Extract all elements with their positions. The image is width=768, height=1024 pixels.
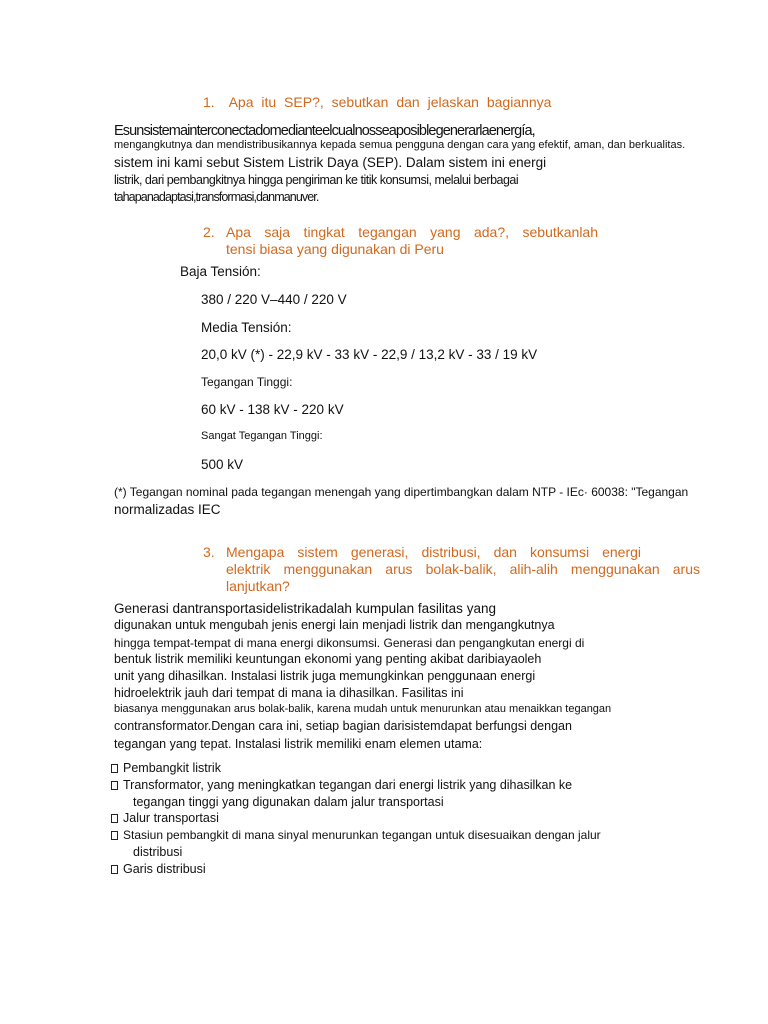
list-item-text: Stasiun pembangkit di mana sinyal menurunkan tegangan untuk disesuaikan dengan jalur bbox=[123, 828, 601, 842]
list-item bbox=[111, 862, 206, 876]
extra-high-voltage-label: Sangat Tegangan Tinggi: bbox=[201, 430, 323, 442]
question-3 bbox=[203, 544, 215, 562]
high-voltage-value: 60 kV - 138 kV - 220 kV bbox=[201, 402, 344, 417]
extra-high-voltage-value: 500 kV bbox=[201, 457, 244, 472]
list-item-text: Transformator, yang meningkatkan tegangan dari energi listrik yang dihasilkan ke bbox=[123, 778, 573, 792]
answer-1-line-4: listrik, dari pembangkitnya hingga pengiriman ke titik konsumsi, melalui berbagai bbox=[114, 173, 519, 187]
answer-3-line-8: contransformator.Dengan cara ini, setiap bagian darisistemdapat berfungsi dengan bbox=[114, 719, 572, 733]
high-voltage-label: Tegangan Tinggi: bbox=[201, 375, 293, 389]
medium-voltage-label: Media Tensión: bbox=[201, 320, 292, 335]
list-item bbox=[111, 828, 601, 842]
voltage-note-line-2: normalizadas IEC bbox=[114, 502, 221, 517]
question-2 bbox=[203, 224, 215, 242]
question-1-number: 1. bbox=[203, 94, 215, 110]
answer-3-line-4: bentuk listrik memiliki keuntungan ekonomi yang penting akibat daribiayaoleh bbox=[114, 652, 542, 666]
list-item-text: Jalur transportasi bbox=[123, 811, 219, 825]
question-3-line-1: Mengapa sistem generasi, distribusi, dan konsumsi energi bbox=[226, 544, 641, 560]
list-item-text: Garis distribusi bbox=[123, 862, 206, 876]
answer-3-line-7: biasanya menggunakan arus bolak-balik, karena mudah untuk menurunkan atau menaikkan tegangan bbox=[114, 703, 612, 715]
list-item bbox=[111, 811, 219, 825]
bullet-box-icon bbox=[111, 781, 118, 790]
question-3-line-3: lanjutkan? bbox=[226, 578, 290, 594]
list-item-continuation: distribusi bbox=[133, 845, 183, 859]
question-2-line-1: Apa saja tingkat tegangan yang ada?, sebutkanlah bbox=[226, 224, 598, 240]
answer-1-line-1: Esunsistemainterconectadomedianteelcualnosseaposiblegenerarlaenergía, bbox=[114, 123, 535, 139]
answer-3-line-9: tegangan yang tepat. Instalasi listrik memiliki enam elemen utama: bbox=[114, 737, 483, 751]
bullet-box-icon bbox=[111, 865, 118, 874]
bullet-box-icon bbox=[111, 831, 118, 840]
answer-3-line-2: digunakan untuk mengubah jenis energi lain menjadi listrik dan mengangkutnya bbox=[114, 618, 555, 632]
answer-3-line-1: Generasi dantransportasidelistrikadalah kumpulan fasilitas yang bbox=[114, 601, 496, 616]
medium-voltage-value: 20,0 kV (*) - 22,9 kV - 33 kV - 22,9 / 13,2 kV - 33 / 19 kV bbox=[201, 347, 538, 362]
low-voltage-label: Baja Tensión: bbox=[180, 264, 261, 279]
answer-1-line-2: mengangkutnya dan mendistribusikannya kepada semua pengguna dengan cara yang efektif, aman, dan berkualitas. bbox=[114, 139, 686, 151]
bullet-box-icon bbox=[111, 814, 118, 823]
list-item bbox=[111, 761, 221, 775]
answer-3-line-5: unit yang dihasilkan. Instalasi listrik juga memungkinkan penggunaan energi bbox=[114, 669, 536, 683]
question-3-line-2: elektrik menggunakan arus bolak-balik, alih-alih menggunakan arus bbox=[226, 561, 700, 577]
low-voltage-value: 380 / 220 V–440 / 220 V bbox=[201, 292, 347, 307]
list-item bbox=[111, 778, 572, 792]
question-1 bbox=[203, 94, 551, 110]
question-2-number: 2. bbox=[203, 224, 215, 240]
answer-1-line-5: tahapanadaptasi,transformasi,danmanuver. bbox=[114, 190, 319, 204]
list-item-text: Pembangkit listrik bbox=[123, 761, 221, 775]
answer-3-line-6: hidroelektrik jauh dari tempat di mana ia dihasilkan. Fasilitas ini bbox=[114, 686, 464, 700]
question-1-text: Apa itu SEP?, sebutkan dan jelaskan bagiannya bbox=[228, 94, 552, 110]
question-3-number: 3. bbox=[203, 544, 215, 560]
answer-1-line-3: sistem ini kami sebut Sistem Listrik Daya (SEP). Dalam sistem ini energi bbox=[114, 155, 547, 170]
answer-3-line-3: hingga tempat-tempat di mana energi dikonsumsi. Generasi dan pengangkutan energi di bbox=[114, 636, 585, 650]
list-item-continuation: tegangan tinggi yang digunakan dalam jalur transportasi bbox=[133, 795, 444, 809]
question-2-line-2: tensi biasa yang digunakan di Peru bbox=[226, 241, 444, 257]
voltage-note-line-1: (*) Tegangan nominal pada tegangan menengah yang dipertimbangkan dalam NTP - IEc· 60038: "Tegangan bbox=[114, 485, 689, 499]
bullet-box-icon bbox=[111, 764, 118, 773]
